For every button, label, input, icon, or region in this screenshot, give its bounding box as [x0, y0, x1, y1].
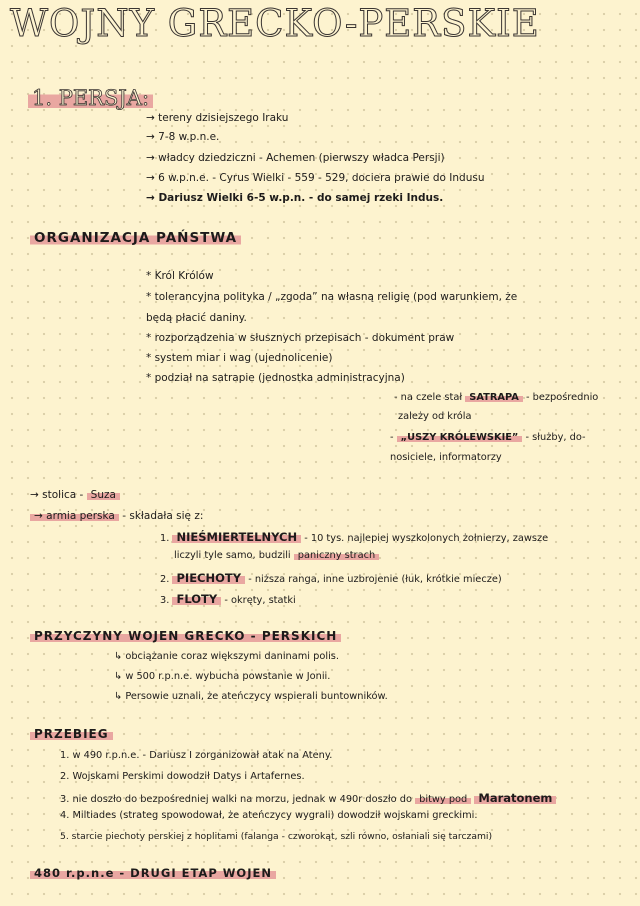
list-item: * rozporządzenia w słusznych przepisach - dokument praw — [146, 332, 455, 344]
uszy-note-cont: nosiciele, informatorzy — [390, 452, 502, 463]
section-heading-przyczyny: PRZYCZYNY WOJEN GRECKO - PERSKICH — [30, 629, 341, 643]
satrapa-note-cont: zależy od króla — [398, 411, 472, 422]
list-item: * Król Królów — [146, 270, 214, 282]
list-item: → 7-8 w.p.n.e. — [146, 131, 220, 143]
list-item: 3. nie doszło do bezpośredniej walki na morzu, jednak w 490r doszło do bitwy pod Maratonem — [60, 791, 556, 805]
list-item: ↳ w 500 r.p.n.e. wybucha powstanie w Jonii. — [114, 671, 331, 682]
list-item: 5. starcie piechoty perskiej z hoplitami (falanga - czworokąt, szli równo, osłaniali się tarczami) — [60, 831, 493, 842]
list-item: → władcy dziedziczni - Achemen (pierwszy władca Persji) — [146, 152, 445, 164]
list-item: 1. w 490 r.p.n.e. - Dariusz I zorganizował atak na Ateny. — [60, 750, 333, 761]
list-item: * system miar i wag (ujednolicenie) — [146, 352, 333, 364]
section-heading-persja: 1. PERSJA: — [28, 86, 153, 110]
armia-item: 2. PIECHOTY - niższa ranga, inne uzbrojenie (łuk, krótkie miecze) — [160, 571, 502, 585]
armia-item: 3. FLOTY - okręty, statki — [160, 592, 296, 606]
list-item: będą płacić daniny. — [146, 312, 247, 324]
stolica-line: → stolica - Suza — [30, 489, 120, 501]
list-item: * podział na satrapie (jednostka administracyjna) — [146, 372, 405, 384]
list-item: 4. Miltiades (strateg spowodował, że ateńczycy wygrali) dowodził wojskami greckimi. — [60, 810, 478, 821]
satrapa-note: - na czele stał SATRAPA - bezpośrednio — [394, 392, 599, 403]
uszy-note: - „USZY KRÓLEWSKIE” - służby, do- — [390, 432, 586, 443]
list-item: → Dariusz Wielki 6-5 w.p.n. - do samej rzeki Indus. — [146, 192, 444, 204]
armia-line: → armia perska - składała się z: — [30, 510, 203, 522]
armia-item: 1. NIEŚMIERTELNYCH - 10 tys. najlepiej wyszkolonych żołnierzy, zawsze — [160, 530, 549, 544]
satrapa-term: SATRAPA — [465, 392, 523, 403]
section-heading-organizacja: ORGANIZACJA PAŃSTWA — [30, 230, 241, 246]
section-heading-przebieg: PRZEBIEG — [30, 727, 113, 741]
list-item: → tereny dzisiejszego Iraku — [146, 112, 289, 124]
uszy-term: „USZY KRÓLEWSKIE” — [397, 432, 523, 443]
list-item: ↳ obciążanie coraz większymi daninami polis. — [114, 651, 340, 662]
list-item: * tolerancyjna polityka / „zgoda” na własną religię (pod warunkiem, że — [146, 291, 518, 303]
list-item: 2. Wojskami Perskimi dowodził Datys i Artafernes. — [60, 771, 305, 782]
armia-item-cont: liczyli tyle samo, budzili paniczny strach — [174, 550, 379, 561]
list-item: ↳ Persowie uznali, że ateńczycy wspierali buntowników. — [114, 691, 388, 702]
page-title: WOJNY GRECKO-PERSKIE — [10, 2, 540, 45]
footer-heading: 480 r.p.n.e - DRUGI ETAP WOJEN — [30, 866, 276, 880]
list-item: → 6 w.p.n.e. - Cyrus Wielki - 559 - 529, dociera prawie do Indusu — [146, 172, 485, 184]
